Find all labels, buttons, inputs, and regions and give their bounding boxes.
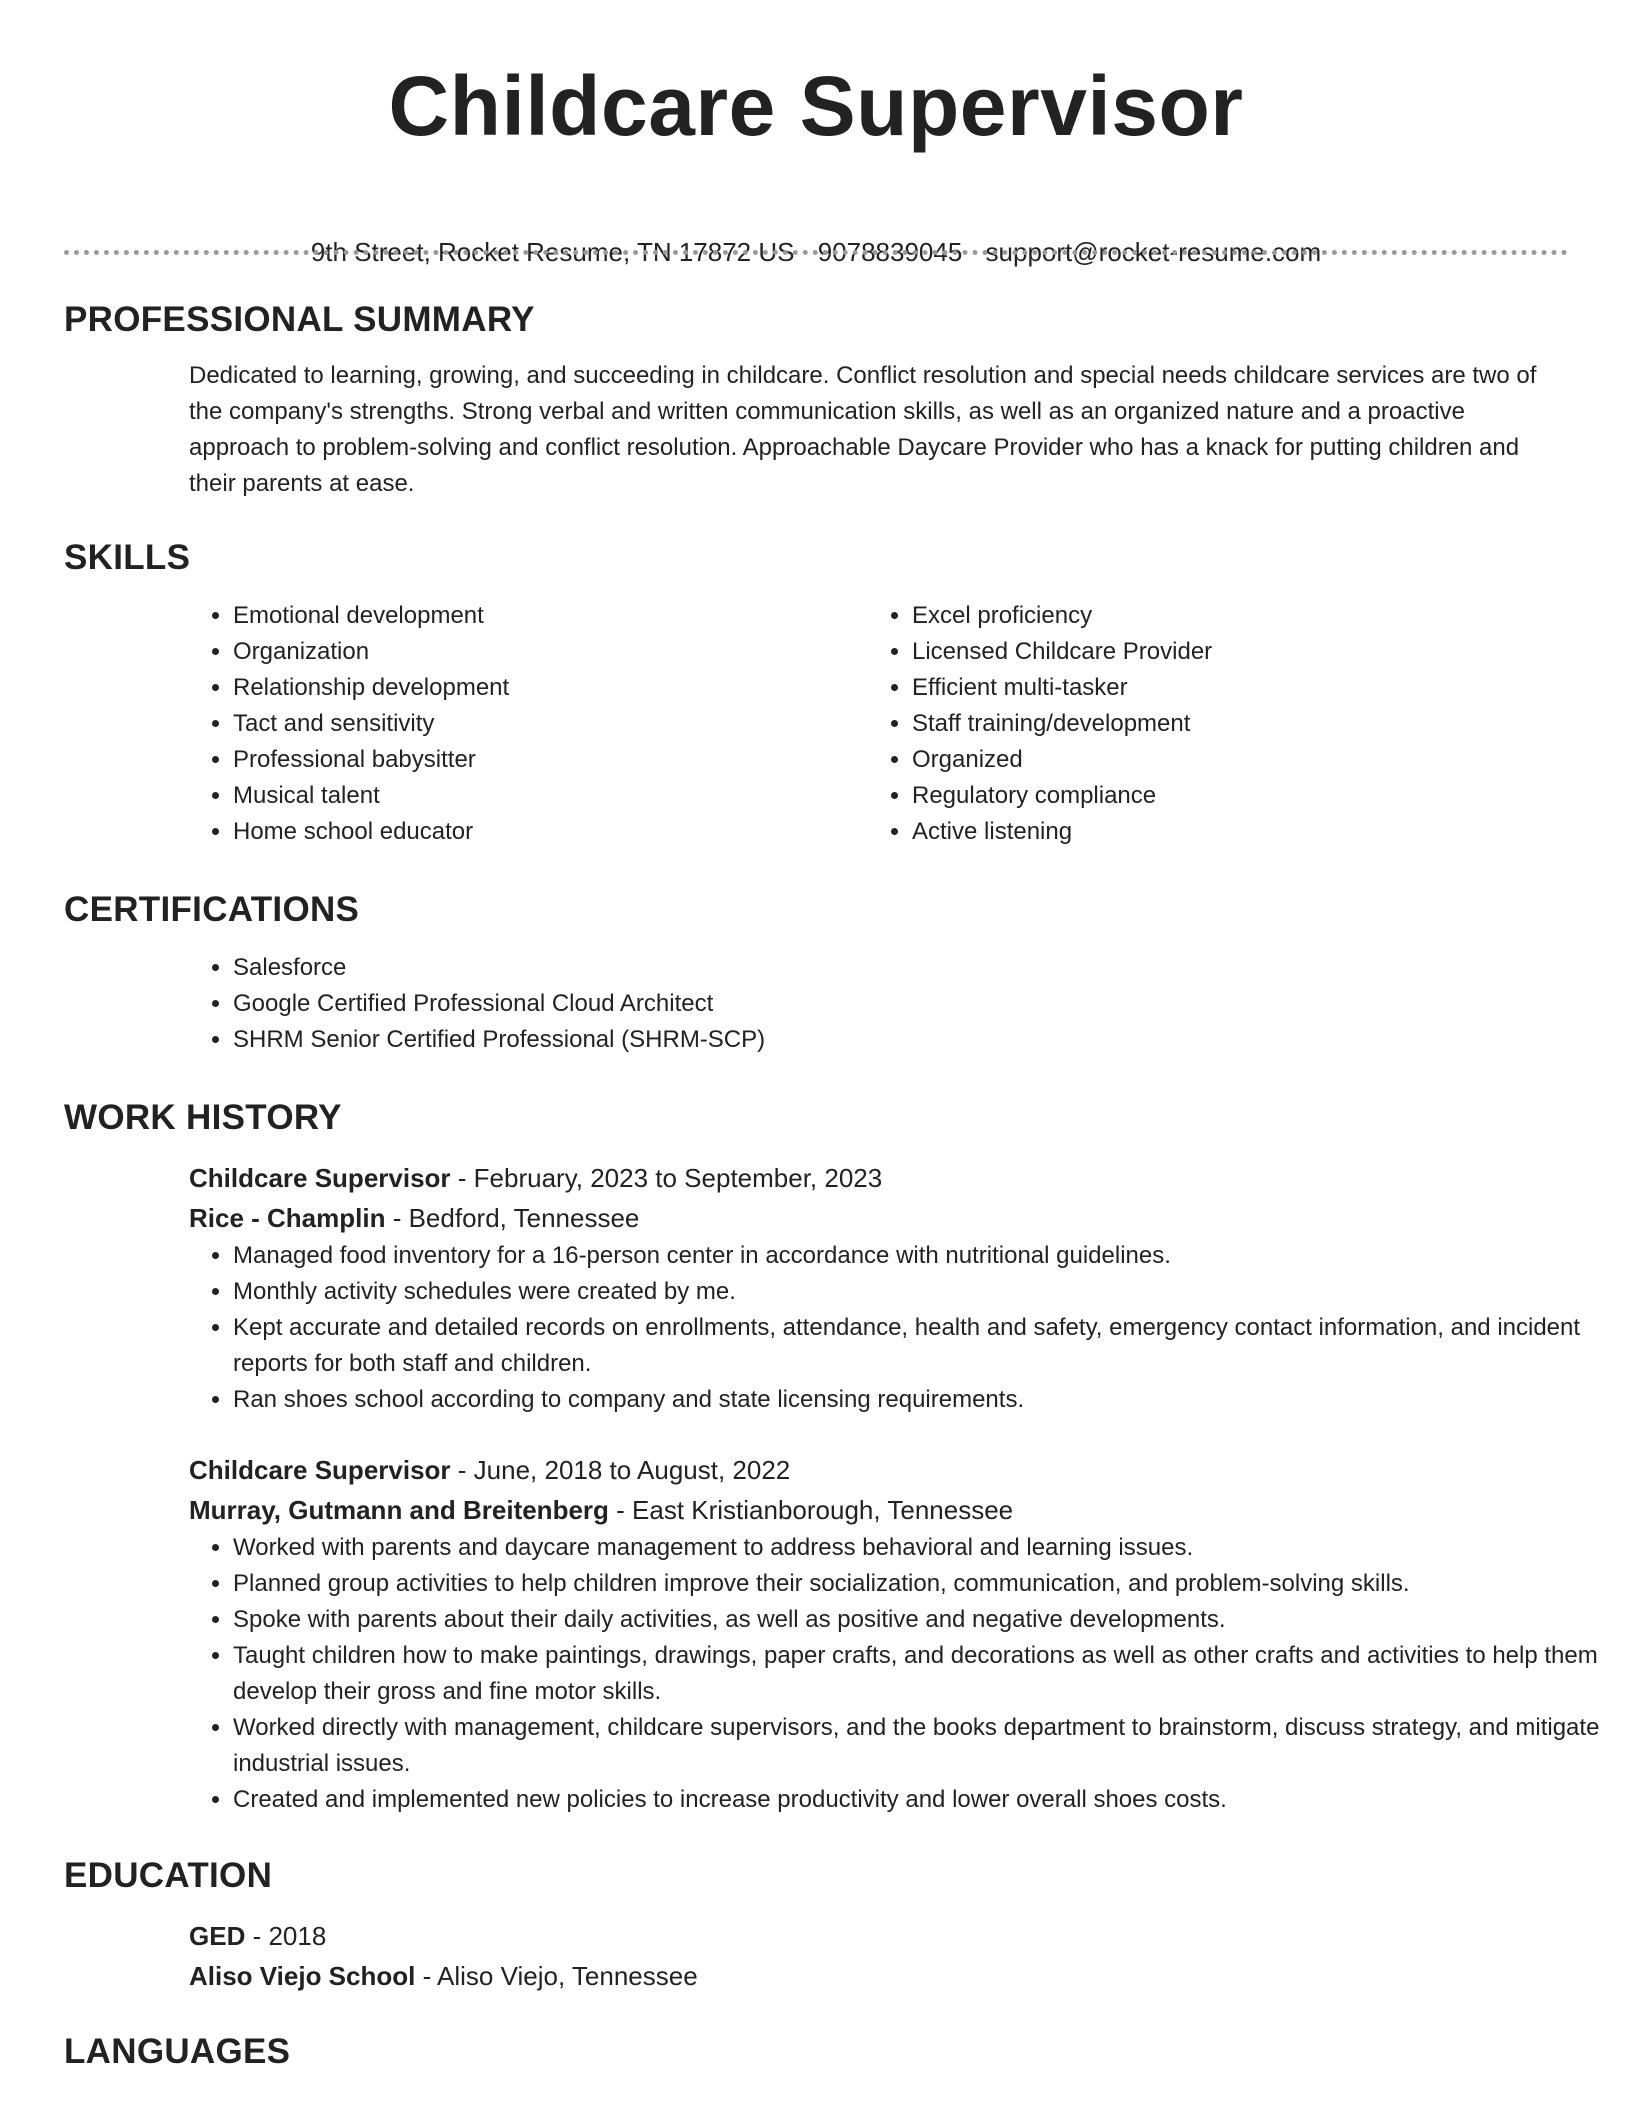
skill-item: • Licensed Childcare Provider — [912, 634, 1547, 670]
summary-heading: PROFESSIONAL SUMMARY — [64, 300, 535, 339]
education-school: Aliso Viejo School — [189, 1961, 416, 1991]
certification-item: • Google Certified Professional Cloud Architect — [233, 986, 1568, 1022]
skills-column-right — [868, 598, 1547, 850]
contact-address: 9th Street, Rocket Resume, TN 17872 US — [310, 237, 795, 267]
job-location: - East Kristianborough, Tennessee — [608, 1495, 1014, 1525]
skill-item: • Efficient multi-tasker — [912, 670, 1547, 706]
skill-item: • Professional babysitter — [233, 742, 868, 778]
job-duty-item: • Spoke with parents about their daily activities, as well as positive and negative developments. — [233, 1602, 1603, 1638]
skill-item: • Tact and sensitivity — [233, 706, 868, 742]
skill-item: • Staff training/development — [912, 706, 1547, 742]
education-year: - 2018 — [245, 1921, 327, 1951]
job-company: Murray, Gutmann and Breitenberg — [189, 1495, 609, 1525]
skills-column-left — [189, 598, 868, 850]
education-degree: GED — [189, 1921, 246, 1951]
header-divider — [64, 250, 1568, 255]
job-company-line — [189, 1198, 1568, 1238]
resume-body — [64, 290, 1600, 2082]
contact-email: support@rocket-resume.com — [985, 237, 1322, 267]
job-location: - Bedford, Tennessee — [385, 1203, 640, 1233]
job-duties — [189, 1238, 1603, 1418]
job-duty-item: • Kept accurate and detailed records on enrollments, attendance, health and safety, emergency contact information, and incident reports for both staff and children. — [233, 1310, 1603, 1382]
skills-heading: SKILLS — [64, 538, 191, 577]
job-company: Rice - Champlin — [189, 1203, 386, 1233]
skill-item: • Musical talent — [233, 778, 868, 814]
skill-item: • Regulatory compliance — [912, 778, 1547, 814]
skill-item: • Active listening — [912, 814, 1547, 850]
contact-phone: 9078839045 — [817, 237, 963, 267]
education-entry — [189, 1916, 1568, 1996]
skill-item: • Excel proficiency — [912, 598, 1547, 634]
education-location: - Aliso Viejo, Tennessee — [415, 1961, 698, 1991]
job-duty-item: • Created and implemented new policies to increase productivity and lower overall shoes costs. — [233, 1782, 1603, 1818]
job-duty-item: • Planned group activities to help children improve their socialization, communication, and problem-solving skills. — [233, 1566, 1603, 1602]
job-duties — [189, 1530, 1603, 1818]
job-dates: - June, 2018 to August, 2022 — [450, 1455, 791, 1485]
certification-item: • Salesforce — [233, 950, 1568, 986]
job-duty-item: • Managed food inventory for a 16-person center in accordance with nutritional guidelines. — [233, 1238, 1603, 1274]
job-duty-item: • Worked with parents and daycare management to address behavioral and learning issues. — [233, 1530, 1603, 1566]
job-role: Childcare Supervisor — [189, 1163, 451, 1193]
education-degree-line — [189, 1916, 1568, 1956]
skill-item: • Organization — [233, 634, 868, 670]
summary-text: Dedicated to learning, growing, and succeeding in childcare. Conflict resolution and special needs childcare services are two of the company's strengths. Strong verbal and written communication skills, as well as an organized nature and a proactive approach to problem-solving and conflict resolution. Approachable Daycare Provider who has a knack for putting children and their parents at ease. — [189, 362, 1537, 497]
job-entry — [189, 1158, 1581, 1418]
work-history-heading: WORK HISTORY — [64, 1098, 342, 1137]
skill-item: • Organized — [912, 742, 1547, 778]
skills-list — [189, 598, 1568, 850]
certifications-heading: CERTIFICATIONS — [64, 890, 360, 929]
work-history — [189, 1158, 1600, 1818]
job-duty-item: • Taught children how to make paintings, drawings, paper crafts, and decorations as well as other crafts and activities to help them develop their gross and fine motor skills. — [233, 1638, 1603, 1710]
education-heading: EDUCATION — [64, 1856, 273, 1895]
skill-item: • Home school educator — [233, 814, 868, 850]
job-role: Childcare Supervisor — [189, 1455, 451, 1485]
job-company-line — [189, 1490, 1568, 1530]
languages-heading: LANGUAGES — [64, 2032, 291, 2071]
resume-header — [0, 0, 1632, 274]
job-title-line — [189, 1158, 1568, 1198]
skill-item: • Emotional development — [233, 598, 868, 634]
skill-item: • Relationship development — [233, 670, 868, 706]
job-dates: - February, 2023 to September, 2023 — [450, 1163, 883, 1193]
job-duty-item: • Worked directly with management, childcare supervisors, and the books department to brainstorm, discuss strategy, and mitigate industrial issues. — [233, 1710, 1603, 1782]
job-duty-item: • Ran shoes school according to company and state licensing requirements. — [233, 1382, 1603, 1418]
job-entry — [189, 1450, 1600, 1818]
job-title-line — [189, 1450, 1568, 1490]
job-duty-item: • Monthly activity schedules were created by me. — [233, 1274, 1603, 1310]
certifications-list — [189, 950, 1568, 1058]
certification-item: • SHRM Senior Certified Professional (SHRM-SCP) — [233, 1022, 1568, 1058]
candidate-name: Childcare Supervisor — [388, 59, 1244, 153]
education-school-line — [189, 1956, 1568, 1996]
